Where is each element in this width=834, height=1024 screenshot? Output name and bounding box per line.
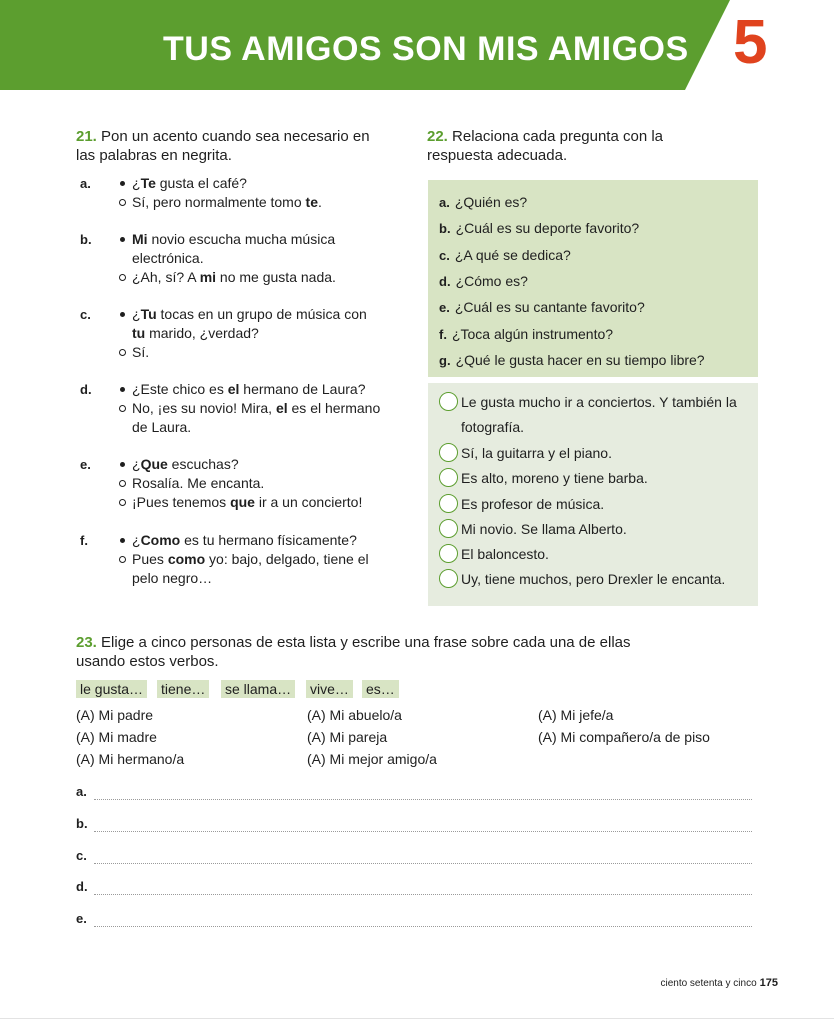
dialogue-line: Sí, pero normalmente tomo te.	[120, 193, 410, 212]
ex22-instruction-line2: respuesta adecuada.	[427, 147, 568, 164]
answer-circle-input[interactable]	[439, 569, 458, 588]
writing-line-d[interactable]: d.	[76, 877, 752, 897]
verb-tag: se llama…	[221, 680, 295, 698]
person-option: (A) Mi hermano/a	[76, 751, 185, 767]
answer-row: Le gusta mucho ir a conciertos. Y también la fotografía.	[439, 390, 754, 440]
item-letter: b.	[80, 232, 92, 247]
person-option: (A) Mi compañero/a de piso	[538, 729, 710, 745]
question-row: c. ¿A qué se dedica?	[439, 247, 571, 263]
page-number: 175	[759, 977, 778, 989]
bold-word: mi	[199, 269, 217, 285]
verb-tag: tiene…	[157, 680, 209, 698]
item-letter: d.	[80, 382, 92, 397]
chapter-title: TUS AMIGOS SON MIS AMIGOS	[163, 30, 689, 68]
ex21-heading	[76, 127, 370, 165]
ex23-number: 23.	[76, 634, 97, 651]
verb-tag: vive…	[306, 680, 353, 698]
ex23-instruction-line1: Elige a cinco personas de esta lista y escribe una frase sobre cada una de ellas	[101, 634, 631, 651]
page-number-words: ciento setenta y cinco	[660, 978, 757, 989]
question-row: d. ¿Cómo es?	[439, 273, 528, 289]
question-row: e. ¿Cuál es su cantante favorito?	[439, 299, 645, 315]
ex21-instruction-line1: Pon un acento cuando sea necesario en	[101, 128, 370, 145]
dialogue-line: ¿Este chico es el hermano de Laura?	[120, 380, 410, 399]
question-row: g. ¿Qué le gusta hacer en su tiempo libre?	[439, 352, 705, 368]
answer-row: Uy, tiene muchos, pero Drexler le encanta.	[439, 567, 754, 592]
unit-number: 5	[733, 8, 768, 77]
answer-circle-input[interactable]	[439, 392, 458, 411]
question-row: f. ¿Toca algún instrumento?	[439, 326, 614, 342]
item-letter: a.	[80, 176, 91, 191]
question-row: b. ¿Cuál es su deporte favorito?	[439, 220, 640, 236]
answer-circle-input[interactable]	[439, 519, 458, 538]
questions-box	[428, 180, 758, 377]
writing-line-a[interactable]: a.	[76, 782, 752, 802]
person-option: (A) Mi pareja	[307, 729, 388, 745]
dialogue-line: No, ¡es su novio! Mira, el es el hermano de Laura.	[120, 399, 410, 437]
person-option: (A) Mi abuelo/a	[307, 707, 402, 723]
item-letter: c.	[80, 307, 91, 322]
dialogue-line: ¿Ah, sí? A mi no me gusta nada.	[120, 268, 410, 287]
ex22-instruction-line1: Relaciona cada pregunta con la	[452, 128, 664, 145]
dialogue-line: Sí.	[120, 343, 410, 362]
person-option: (A) Mi padre	[76, 707, 154, 723]
dialogue-line: ¿Tu tocas en un grupo de música con tu marido, ¿verdad?	[120, 305, 410, 343]
verb-tag: es…	[362, 680, 399, 698]
page-footer	[660, 977, 778, 989]
bold-word: Te	[140, 175, 156, 191]
ex22-heading	[427, 127, 663, 165]
dialogue-line: Pues como yo: bajo, delgado, tiene el pelo negro…	[120, 550, 410, 588]
chapter-header	[0, 0, 834, 90]
answer-circle-input[interactable]	[439, 544, 458, 563]
dialogue-line: Mi novio escucha mucha música electrónica.	[120, 230, 410, 268]
bold-word: el	[227, 381, 240, 397]
bold-word: como	[167, 551, 206, 567]
answers-box	[428, 383, 758, 606]
bold-word: el	[275, 400, 288, 416]
ex21-instruction-line2: las palabras en negrita.	[76, 147, 232, 164]
item-letter: e.	[80, 457, 91, 472]
verb-tag: le gusta…	[76, 680, 147, 698]
answer-circle-input[interactable]	[439, 494, 458, 513]
answer-row: Es profesor de música.	[439, 492, 754, 517]
person-option: (A) Mi madre	[76, 729, 157, 745]
answer-circle-input[interactable]	[439, 443, 458, 462]
dialogue-line: Rosalía. Me encanta.	[120, 474, 410, 493]
dialogue-line: ¿Como es tu hermano físicamente?	[120, 531, 410, 550]
answer-row: El baloncesto.	[439, 542, 754, 567]
writing-line-e[interactable]: e.	[76, 909, 752, 929]
answer-circle-input[interactable]	[439, 468, 458, 487]
bold-word: Mi	[132, 231, 148, 247]
dialogue-line: ¿Que escuchas?	[120, 455, 410, 474]
answer-row: Es alto, moreno y tiene barba.	[439, 466, 754, 491]
writing-line-b[interactable]: b.	[76, 814, 752, 834]
person-option: (A) Mi mejor amigo/a	[307, 751, 437, 767]
bold-word: tu	[132, 325, 146, 341]
ex22-number: 22.	[427, 128, 448, 145]
bold-word: Tu	[140, 306, 157, 322]
writing-line-c[interactable]: c.	[76, 846, 752, 866]
ex23-heading	[76, 633, 631, 671]
answer-row: Sí, la guitarra y el piano.	[439, 441, 754, 466]
bold-word: Que	[140, 456, 168, 472]
person-option: (A) Mi jefe/a	[538, 707, 614, 723]
question-row: a. ¿Quién es?	[439, 194, 528, 210]
bold-word: que	[230, 494, 255, 510]
dialogue-line: ¿Te gusta el café?	[120, 174, 410, 193]
answer-row: Mi novio. Se llama Alberto.	[439, 517, 754, 542]
ex21-number: 21.	[76, 128, 97, 145]
bold-word: Como	[140, 532, 181, 548]
dialogue-line: ¡Pues tenemos que ir a un concierto!	[120, 493, 410, 512]
bottom-divider	[0, 1018, 834, 1019]
ex23-instruction-line2: usando estos verbos.	[76, 653, 219, 670]
item-letter: f.	[80, 533, 88, 548]
bold-word: te	[305, 194, 318, 210]
